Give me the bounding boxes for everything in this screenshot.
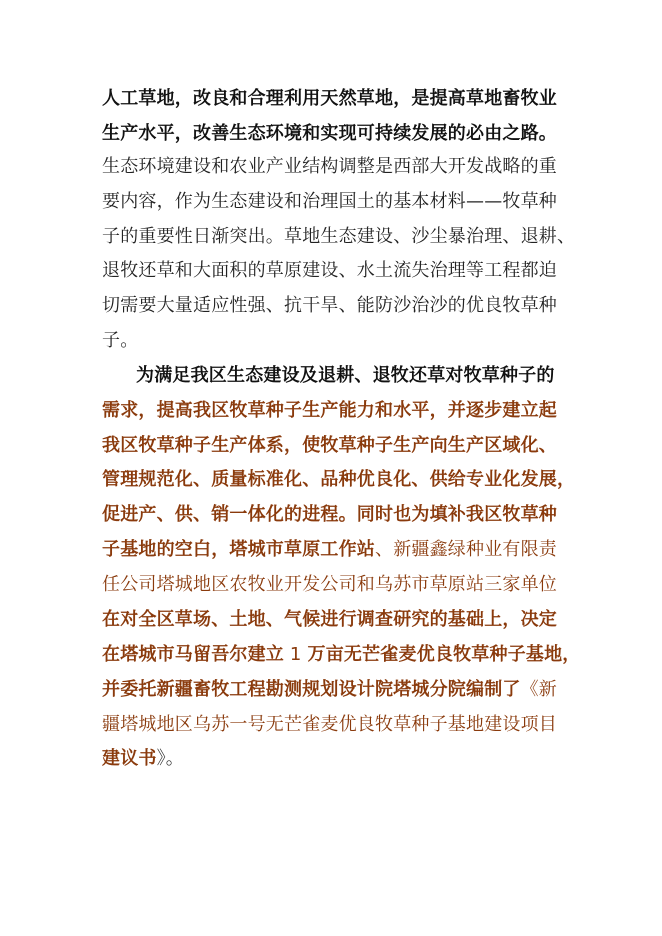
text-segment: 在塔城市马留吾尔建立 xyxy=(102,644,284,665)
text-segment: 万亩无芒雀麦优良牧草种子基地， xyxy=(307,644,581,665)
text-line-5: 子的重要性日渐突出。草地生态建设、沙尘暴治理、退耕、 xyxy=(102,226,576,247)
text-line-19: 疆塔城地区乌苏一号无芒雀麦优良牧草种子基地建设项目 xyxy=(102,714,557,735)
text-line-12: 管理规范化、质量标准化、品种优良化、供给专业化发展， xyxy=(102,469,576,490)
text-segment: 子基地的空白，塔城市草原工作站 xyxy=(102,539,375,560)
text-line-14 xyxy=(102,538,557,562)
text-segment: 《新 xyxy=(520,679,558,700)
text-segment: 并委托新疆畜牧工程勘测规划设计院塔城分院编制了 xyxy=(102,679,521,700)
text-line-9: 为满足我区生态建设及退耕、退牧还草对牧草种子的 xyxy=(136,365,555,386)
text-line-18 xyxy=(102,678,557,702)
text-line-1: 人工草地，改良和合理利用天然草地，是提高草地畜牧业 xyxy=(102,88,557,109)
text-line-3: 生态环境建设和农业产业结构调整是西部大开发战略的重 xyxy=(102,156,557,177)
text-line-16: 在对全区草场、土地、气候进行调查研究的基础上，决定 xyxy=(102,609,557,630)
text-line-8: 子。 xyxy=(102,330,139,351)
text-line-15: 任公司塔城地区农牧业开发公司和乌苏市草原站三家单位 xyxy=(102,574,557,595)
text-segment: 1 xyxy=(284,644,308,665)
text-segment: 求，提高我区牧草种子生产能力和水平，并逐步建立起 xyxy=(120,400,558,421)
text-line-7: 切需要大量适应性强、抗干旱、能防沙治沙的优良牧草种 xyxy=(102,295,557,316)
text-line-4: 要内容，作为生态建设和治理国土的基本材料——牧草种 xyxy=(102,191,557,212)
text-segment: 需 xyxy=(102,400,121,421)
text-line-17 xyxy=(102,643,581,667)
text-line-13: 促进产、供、销一体化的进程。同时也为填补我区牧草种 xyxy=(102,504,557,525)
text-line-11: 我区牧草种子生产体系，使牧草种子生产向生产区域化、 xyxy=(102,435,557,456)
text-line-20 xyxy=(102,747,184,771)
text-line-6: 退牧还草和大面积的草原建设、水土流失治理等工程都迫 xyxy=(102,260,557,281)
text-segment: 》。 xyxy=(156,748,185,769)
text-line-10 xyxy=(102,399,557,423)
text-line-2: 生产水平，改善生态环境和实现可持续发展的必由之路。 xyxy=(102,123,557,144)
text-segment: 、新疆鑫绿种业有限责 xyxy=(375,539,557,560)
text-segment: 建议书 xyxy=(102,748,157,769)
